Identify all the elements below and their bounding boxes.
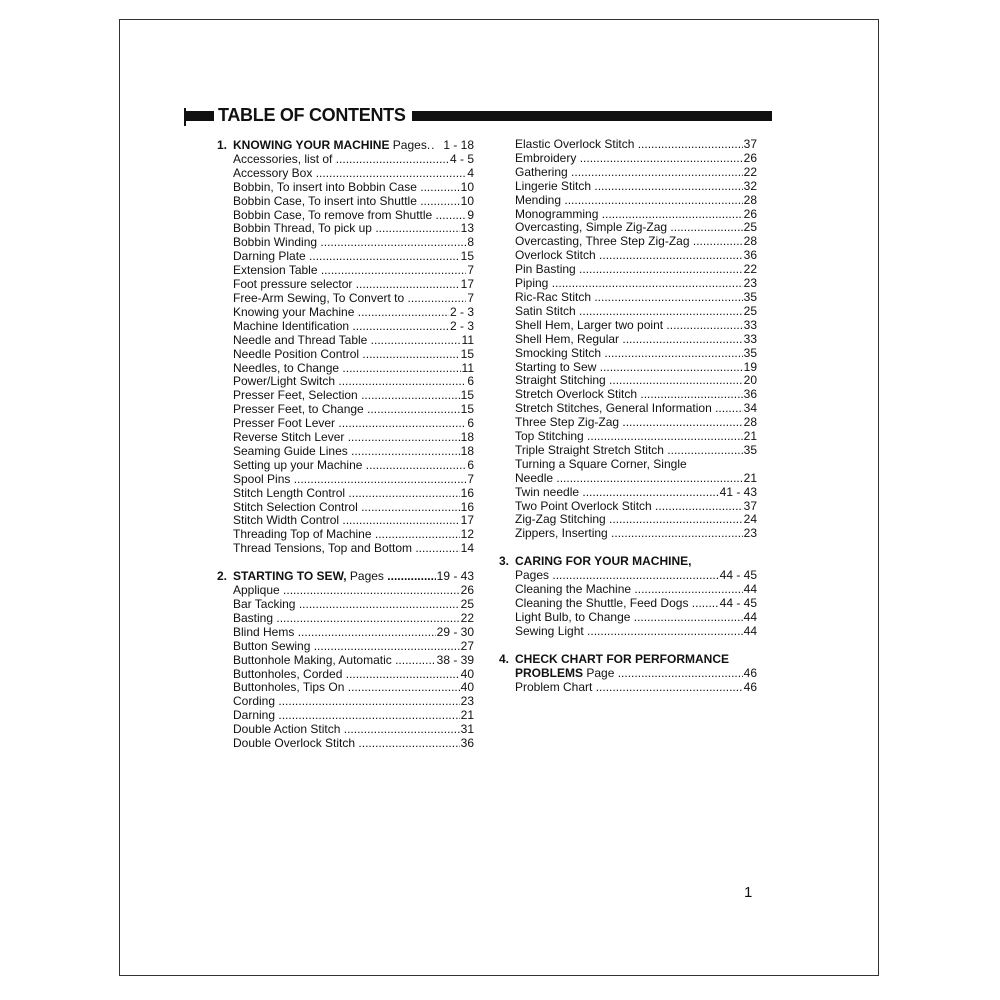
toc-entry-title: Shell Hem, Larger two point ..... [515,319,743,333]
toc-entry [499,152,757,166]
toc-entry-page: 36 [743,387,757,402]
toc-entry-page: 38 - 39 [436,652,474,667]
pages-word: Pages [392,139,427,152]
toc-entry-title: Light Bulb, to Change ..... [515,611,743,625]
toc-entry [217,459,474,473]
toc-entry-title: Stitch Width Control ..... [233,514,460,528]
section-2-list-continued [499,138,757,458]
toc-entry-title: Piping ..... [515,277,743,291]
toc-entry-page: 19 [743,359,757,374]
toc-entry-title: Satin Stitch ..... [515,305,743,319]
toc-entry [217,542,474,556]
toc-entry-page: 20 [743,373,757,388]
toc-entry-page: 44 [743,623,757,638]
toc-entry-page: 11 [461,332,474,347]
toc-entry-title: Shell Hem, Regular ..... [515,333,743,347]
toc-entry-page: 16 [460,499,474,514]
toc-entry-title: Gathering ..... [515,166,743,180]
toc-entry [499,333,757,347]
toc-entry-page: 26 [743,206,757,221]
title-row [184,104,772,126]
toc-entry [217,292,474,306]
toc-entry [217,668,474,682]
toc-entry-title: Stitch Selection Control ..... [233,501,460,515]
toc-entry-title: Extension Table ..... [233,264,466,278]
toc-entry-page: 26 [460,583,474,598]
toc-entry [217,709,474,723]
toc-entry-title: Stretch Stitches, General Information ..... [515,402,743,416]
toc-entry-page: 25 [460,597,474,611]
toc-entry-page: 22 [743,262,757,277]
toc-entry-page: 28 [743,192,757,207]
toc-entry [499,597,757,611]
toc-entry-title: Buttonholes, Corded ..... [233,668,460,682]
toc-entry-page: 24 [743,512,757,527]
section-title: CARING FOR YOUR MACHINE, [515,554,692,569]
toc-entry-page: 15 [460,402,474,417]
toc-entry [499,681,757,695]
toc-entry-page: 23 [460,694,474,709]
toc-entry-page: 33 [743,331,757,346]
toc-entry-page: 25 [743,220,757,235]
toc-entry-title: Bobbin, To insert into Bobbin Case ..... [233,181,460,195]
toc-entry-title: Straight Stitching ..... [515,374,743,388]
toc-entry [499,444,757,458]
toc-entry [217,334,474,348]
toc-entry-page: 17 [460,277,474,292]
toc-entry [217,209,474,223]
toc-entry-page: 4 - 5 [449,151,474,166]
toc-entry [217,417,474,431]
toc-entry-title: Darning ..... [233,709,460,723]
toc-entry-page: 2 - 3 [449,318,474,333]
section-1-heading: 1. KNOWING YOUR MACHINE Pages.. 1 - 18 [217,138,474,152]
toc-entry-title: Accessory Box ..... [233,167,466,181]
toc-entry [217,320,474,334]
left-column [217,139,474,751]
page-word: Page [586,666,615,680]
toc-entry [217,264,474,278]
toc-entry [217,737,474,751]
toc-entry-title: Applique ..... [233,584,460,598]
toc-entry-page: 10 [460,193,474,208]
title-bar-right [412,111,772,121]
toc-entry [499,430,757,444]
toc-entry-title: Pages ..... [515,569,719,583]
toc-entry [217,306,474,320]
toc-entry-page: 37 [743,137,757,151]
toc-entry [217,195,474,209]
section-pages: 1 - 18 [443,138,474,152]
toc-entry [217,695,474,709]
toc-entry-title: Stretch Overlock Stitch ..... [515,388,743,402]
toc-entry-page: 29 - 30 [436,624,474,639]
toc-entry-title: Pin Basting ..... [515,263,743,277]
toc-entry-title: Needle Position Control ..... [233,348,460,362]
toc-entry [217,598,474,612]
toc-entry-title: Starting to Sew ..... [515,361,743,375]
toc-entry-page: 35 [743,289,757,304]
toc-entry-title: Presser Feet, to Change ..... [233,403,460,417]
toc-entry-title: Reverse Stitch Lever ..... [233,431,460,445]
toc-entry-page: 27 [460,638,474,653]
toc-entry-title: Sewing Light ..... [515,625,743,639]
toc-entry-title: Overlock Stitch ..... [515,249,743,263]
section-number: 1. [217,138,228,152]
section-number: 2. [217,569,228,584]
toc-entry-title: Power/Light Switch ..... [233,375,466,389]
section-1-list [217,153,474,556]
toc-entry-title: Buttonholes, Tips On ..... [233,681,460,695]
toc-entry-page: 8 [467,235,474,250]
toc-entry-title: Cording ..... [233,695,460,709]
toc-entry [217,445,474,459]
toc-entry-page: 15 [460,388,474,403]
section-title: CHECK CHART FOR PERFORMANCE [515,651,729,666]
toc-entry-title: Zig-Zag Stitching ..... [515,513,743,527]
toc-entry-page: 31 [460,722,474,737]
toc-entry-page: 32 [743,178,757,193]
toc-entry-title: Knowing your Machine ..... [233,306,449,320]
toc-entry-page: 36 [460,736,474,751]
toc-entry-title: Triple Straight Stretch Stitch ..... [515,444,743,458]
toc-entry-title: Threading Top of Machine ..... [233,528,460,542]
toc-entry [499,486,757,500]
page-number: 1 [744,884,753,901]
toc-entry-page: 41 - 43 [719,484,757,499]
toc-entry-page: 36 [743,248,757,263]
toc-entry-title: Stitch Length Control ..... [233,487,460,501]
toc-entry [217,236,474,250]
toc-entry-page: 6 [467,416,474,431]
toc-entry-title: Needle ..... [515,472,743,486]
toc-entry [217,681,474,695]
toc-entry [217,723,474,737]
toc-entry-page: 35 [743,442,757,457]
toc-entry [217,584,474,598]
toc-entry-page: 18 [460,430,474,445]
toc-entry-title: Button Sewing ..... [233,640,460,654]
toc-entry-page: 17 [460,513,474,528]
toc-entry [217,626,474,640]
toc-entry [499,166,757,180]
toc-entry-title: Overcasting, Three Step Zig-Zag ..... [515,235,743,249]
toc-entry-page: 44 [743,609,757,624]
toc-entry-title: Three Step Zig-Zag ..... [515,416,743,430]
toc-entry-page: 7 [467,290,474,305]
toc-entry-page: 44 - 45 [719,568,757,583]
toc-entry-title: Double Overlock Stitch ..... [233,737,460,751]
section-title: STARTING TO SEW, [233,570,347,584]
toc-entry-title: Presser Foot Lever ..... [233,417,466,431]
toc-entry-title: Bar Tacking ..... [233,598,460,612]
section-title: KNOWING YOUR MACHINE [233,139,390,152]
toc-entry [217,362,474,376]
toc-entry-title: Bobbin Case, To insert into Shuttle ..... [233,195,460,209]
toc-entry-page: 15 [460,249,474,264]
section-4-list [499,681,757,695]
toc-entry [499,583,757,597]
toc-entry [217,222,474,236]
toc-entry [217,375,474,389]
toc-entry-title: Darning Plate ..... [233,250,460,264]
toc-entry-title: Spool Pins ..... [233,473,466,487]
section-4-heading-line2 [499,667,757,681]
toc-entry [499,374,757,388]
toc-entry-title: Double Action Stitch ..... [233,723,460,737]
toc-entry [499,291,757,305]
toc-entry-page: 44 [743,582,757,597]
section-number: 4. [499,651,510,666]
toc-entry-title: Top Stitching ..... [515,430,743,444]
toc-entry [217,181,474,195]
toc-entry [217,501,474,515]
toc-entry-page: 14 [460,541,474,556]
section-3-heading [499,555,757,569]
toc-entry-page: 34 [743,401,757,416]
section-2-heading [217,570,474,584]
title-bar-left [184,111,214,121]
section-number: 3. [499,554,510,569]
toc-entry-page: 9 [467,207,474,222]
toc-entry-page: 16 [460,485,474,500]
toc-entry-title: Bobbin Case, To remove from Shuttle ..... [233,209,466,223]
toc-entry [499,402,757,416]
toc-entry [217,389,474,403]
toc-entry [499,347,757,361]
toc-entry [499,416,757,430]
toc-entry [217,640,474,654]
toc-entry-page: 12 [460,527,474,542]
toc-entry-title: Buttonhole Making, Automatic ..... [233,654,436,668]
toc-entry [499,527,757,541]
toc-entry-page: 21 [743,470,757,485]
toc-entry-title: Smocking Stitch ..... [515,347,743,361]
toc-entry [217,612,474,626]
toc-entry-page: 35 [743,345,757,360]
toc-entry-page: 6 [467,457,474,472]
toc-entry-page: 40 [460,666,474,681]
toc-entry-title: Cleaning the Machine ..... [515,583,743,597]
toc-entry [499,221,757,235]
toc-entry-page: 23 [743,526,757,541]
toc-entry-title: Two Point Overlock Stitch ..... [515,500,743,514]
section-title-2: PROBLEMS [515,666,584,680]
toc-entry [499,361,757,375]
toc-entry-page: 10 [460,179,474,194]
toc-entry-title: Mending ..... [515,194,743,208]
toc-entry-title: Elastic Overlock Stitch ..... [515,138,743,152]
toc-entry-title: Presser Feet, Selection ..... [233,389,460,403]
toc-entry [217,278,474,292]
toc-entry [217,250,474,264]
section-3-list [499,583,757,639]
toc-entry [499,500,757,514]
toc-entry-page: 37 [743,498,757,513]
right-column [499,138,757,694]
toc-entry-title: Machine Identification ..... [233,320,449,334]
toc-entry-line: Turning a Square Corner, Single [515,456,687,471]
toc-entry [499,513,757,527]
toc-entry [499,319,757,333]
toc-entry [217,487,474,501]
toc-entry-page: 22 [460,610,474,625]
toc-entry-page: 2 - 3 [449,304,474,319]
toc-entry-title: Bobbin Winding ..... [233,236,466,250]
toc-entry-title: Zippers, Inserting ..... [515,527,743,541]
toc-entry [499,388,757,402]
toc-entry-title: Ric-Rac Stitch ..... [515,291,743,305]
toc-entry-title: Accessories, list of ..... [233,153,449,167]
toc-entry [217,473,474,487]
toc-entry [499,611,757,625]
toc-entry [217,167,474,181]
toc-entry-page: 4 [467,165,474,180]
toc-entry-page: 28 [743,415,757,430]
toc-entry [499,569,757,583]
toc-entry [217,528,474,542]
toc-entry-title: Seaming Guide Lines ..... [233,445,460,459]
toc-entry [499,472,757,486]
toc-entry [499,208,757,222]
toc-entry-title: Monogramming ..... [515,208,743,222]
section-4-heading [499,653,757,667]
toc-entry-page: 44 - 45 [719,596,757,610]
toc-entry [217,514,474,528]
toc-entry-title: Setting up your Machine ..... [233,459,466,473]
pages-word: Pages [349,570,384,584]
toc-entry-page: 13 [460,221,474,236]
toc-entry-page: 25 [743,303,757,318]
section-pages: 19 - 43 [436,569,474,584]
toc-entry-title: Problem Chart ..... [515,681,743,695]
toc-entry-page: 22 [743,164,757,179]
toc-entry-title: Embroidery ..... [515,152,743,166]
toc-entry [217,654,474,668]
toc-entry-title: Twin needle ..... [515,486,719,500]
toc-entry [499,249,757,263]
toc-entry-title: Bobbin Thread, To pick up ..... [233,222,460,236]
toc-entry-page: 11 [461,360,474,375]
toc-entry [217,431,474,445]
toc-entry-title: Basting ..... [233,612,460,626]
toc-entry [499,180,757,194]
toc-entry-title: Needle and Thread Table ..... [233,334,461,348]
section-2-list [217,584,474,751]
toc-entry [217,153,474,167]
toc-entry-title: Free-Arm Sewing, To Convert to ..... [233,292,466,306]
toc-entry-page: 40 [460,680,474,695]
toc-entry [499,138,757,152]
toc-entry-page: 7 [467,471,474,486]
toc-entry-page: 46 [743,679,757,694]
toc-entry-page: 21 [460,708,474,723]
toc-entry [499,194,757,208]
toc-entry-title: Needles, to Change ..... [233,362,461,376]
toc-entry-page: 6 [467,374,474,389]
toc-entry-title: Foot pressure selector ..... [233,278,460,292]
toc-entry-page: 28 [743,234,757,249]
page-title: TABLE OF CONTENTS [218,105,406,125]
toc-entry [499,235,757,249]
toc-entry-page: 21 [743,429,757,444]
section-2-list-end [499,486,757,542]
toc-entry [217,403,474,417]
toc-entry-page: 15 [460,346,474,361]
toc-entry-page: 7 [467,263,474,278]
section-page: 46 [743,665,757,680]
toc-entry-page: 33 [743,317,757,332]
toc-entry-title: Cleaning the Shuttle, Feed Dogs ..... [515,597,719,611]
toc-entry-title: Blind Hems ..... [233,626,436,640]
toc-entry [499,305,757,319]
toc-entry-page: 18 [460,443,474,458]
toc-entry-page: 26 [743,150,757,165]
toc-entry-page: 23 [743,276,757,291]
toc-entry-title: Overcasting, Simple Zig-Zag ..... [515,221,743,235]
toc-entry [499,263,757,277]
toc-entry-title: Thread Tensions, Top and Bottom ..... [233,542,460,556]
toc-entry-title: Lingerie Stitch ..... [515,180,743,194]
toc-entry [217,348,474,362]
toc-entry [499,625,757,639]
toc-entry [499,277,757,291]
